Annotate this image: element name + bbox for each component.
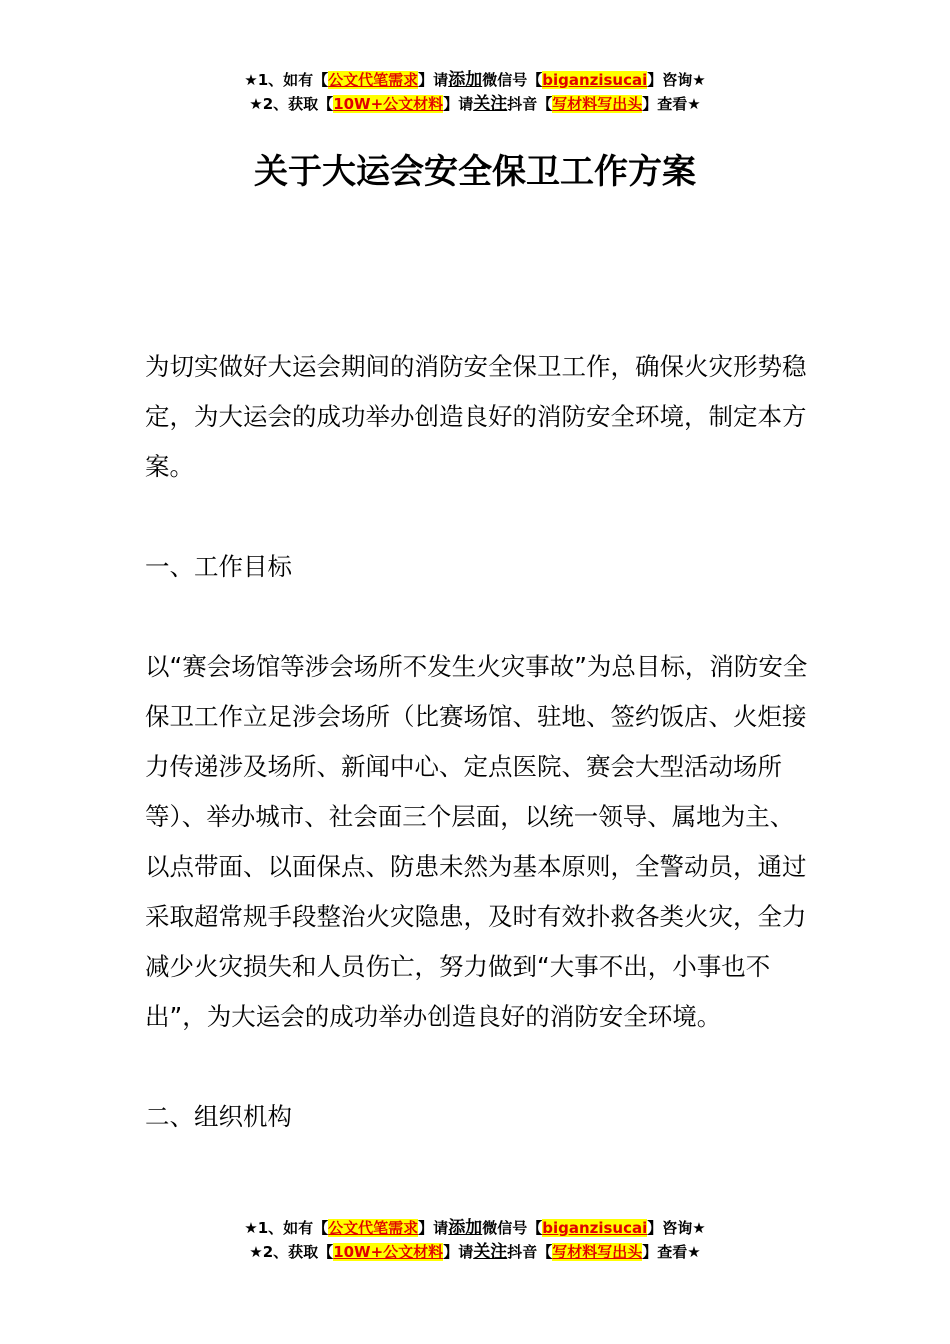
section-heading-2: 二、组织机构: [145, 1102, 292, 1131]
banner-text: 】查看★: [642, 1243, 701, 1261]
top-banner: [0, 68, 950, 116]
banner-line-2: [0, 1240, 950, 1264]
paragraph-spacer: [145, 1042, 810, 1092]
emphasis-follow: 关注: [473, 94, 508, 114]
highlight-service: 公文代笔需求: [328, 71, 419, 89]
banner-text: 抖音【: [507, 1243, 553, 1261]
banner-line-1: [0, 68, 950, 92]
banner-text: ★1、如有【: [244, 71, 329, 89]
banner-text: ★2、获取【: [249, 95, 334, 113]
emphasis-add: 添加: [448, 1218, 483, 1238]
banner-text: 微信号【: [482, 1219, 543, 1237]
banner-line-1: [0, 1216, 950, 1240]
banner-text: 】请: [443, 95, 474, 113]
banner-text: ★1、如有【: [244, 1219, 329, 1237]
bottom-banner: [0, 1216, 950, 1264]
intro-paragraph: 为切实做好大运会期间的消防安全保卫工作，确保火灾形势稳定，为大运会的成功举办创造良好的消防安全环境，制定本方案。: [145, 352, 807, 481]
highlight-douyin: 写材料写出头: [552, 1243, 643, 1261]
highlight-materials: 10W+公文材料: [333, 95, 444, 113]
paragraph-spacer: [145, 492, 810, 542]
emphasis-follow: 关注: [473, 1242, 508, 1262]
banner-text: 微信号【: [482, 71, 543, 89]
section-heading-1: 一、工作目标: [145, 552, 292, 581]
paragraph-spacer: [145, 592, 810, 642]
highlight-wechat-id: biganzisucai: [542, 71, 648, 89]
highlight-douyin: 写材料写出头: [552, 95, 643, 113]
banner-text: 】请: [443, 1243, 474, 1261]
document-title: 关于大运会安全保卫工作方案: [254, 152, 696, 192]
highlight-materials: 10W+公文材料: [333, 1243, 444, 1261]
highlight-service: 公文代笔需求: [328, 1219, 419, 1237]
banner-text: 】请: [418, 71, 449, 89]
emphasis-add: 添加: [448, 70, 483, 90]
document-body: [145, 342, 810, 1142]
highlight-wechat-id: biganzisucai: [542, 1219, 648, 1237]
banner-text: ★2、获取【: [249, 1243, 334, 1261]
banner-text: 抖音【: [507, 95, 553, 113]
banner-text: 】咨询★: [647, 1219, 706, 1237]
banner-line-2: [0, 92, 950, 116]
banner-text: 】咨询★: [647, 71, 706, 89]
goal-paragraph: 以“赛会场馆等涉会场所不发生火灾事故”为总目标，消防安全保卫工作立足涉会场所（比赛场馆、驻地、签约饭店、火炬接力传递涉及场所、新闻中心、定点医院、赛会大型活动场所等）、举办城市、社会面三个层面，以统一领导、属地为主、以点带面、以面保点、防患未然为基本原则，全警动员，通过采取超常规手段整治火灾隐患，及时有效扑救各类火灾，全力减少火灾损失和人员伤亡，努力做到“大事不出，小事也不出”，为大运会的成功举办创造良好的消防安全环境。: [145, 652, 808, 1031]
banner-text: 】查看★: [642, 95, 701, 113]
banner-text: 】请: [418, 1219, 449, 1237]
